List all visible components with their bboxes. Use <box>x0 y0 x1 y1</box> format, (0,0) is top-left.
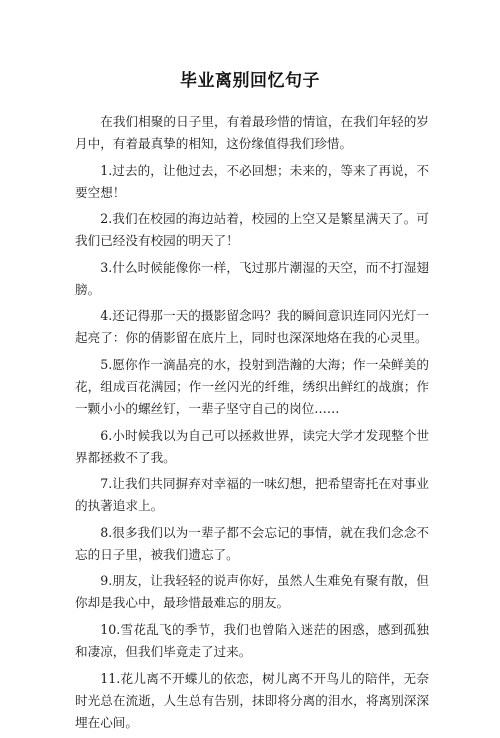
paragraph-11: 11.花儿离不开蝶儿的依恋，树儿离不开鸟儿的陪伴，无奈时光总在流逝，人生总有告别，抹即将分离的泪水，将离别深深埋在心间。 <box>75 670 429 730</box>
paragraph-2: 2.我们在校园的海边站着，校园的上空又是繁星满天了。可我们已经没有校园的明天了！ <box>75 211 429 249</box>
paragraph-intro: 在我们相聚的日子里，有着最珍惜的情谊，在我们年轻的岁月中，有着最真挚的相知，这份缘值得我们珍惜。 <box>75 114 429 151</box>
paragraph-1: 1.过去的，让他过去，不必回想；未来的，等来了再说，不要空想！ <box>75 162 429 200</box>
paragraph-6: 6.小时候我以为自己可以拯救世界，读完大学才发现整个世界都拯救不了我。 <box>75 427 429 465</box>
paragraph-4: 4.还记得那一天的摄影留念吗？我的瞬间意识连同闪光灯一起亮了：你的倩影留在底片上，同时也深深地烙在我的心灵里。 <box>75 308 429 346</box>
paragraph-8: 8.很多我们以为一辈子都不会忘记的事情，就在我们念念不忘的日子里，被我们遗忘了。 <box>75 524 429 562</box>
paragraph-10: 10.雪花乱飞的季节，我们也曾陷入迷茫的困惑，感到孤独和凄凉，但我们毕竟走了过来。 <box>75 621 429 659</box>
paragraph-5: 5.愿你作一滴晶亮的水，投射到浩瀚的大海；作一朵鲜美的花，组成百花满园；作一丝闪光的纤维，绣织出鲜红的战旗；作一颗小小的螺丝钉，一辈子坚守自己的岗位…… <box>75 356 429 416</box>
paragraph-9: 9.朋友，让我轻轻的说声你好，虽然人生难免有聚有散，但你却是我心中，最珍惜最难忘的朋友。 <box>75 573 429 611</box>
document-title: 毕业离别回忆句子 <box>180 71 320 91</box>
document-body <box>75 111 429 738</box>
paragraph-7: 7.让我们共同摒弃对幸福的一味幻想，把希望寄托在对事业的执著追求上。 <box>75 476 429 514</box>
paragraph-3: 3.什么时候能像你一样，飞过那片潮湿的天空，而不打湿翅膀。 <box>75 259 429 297</box>
